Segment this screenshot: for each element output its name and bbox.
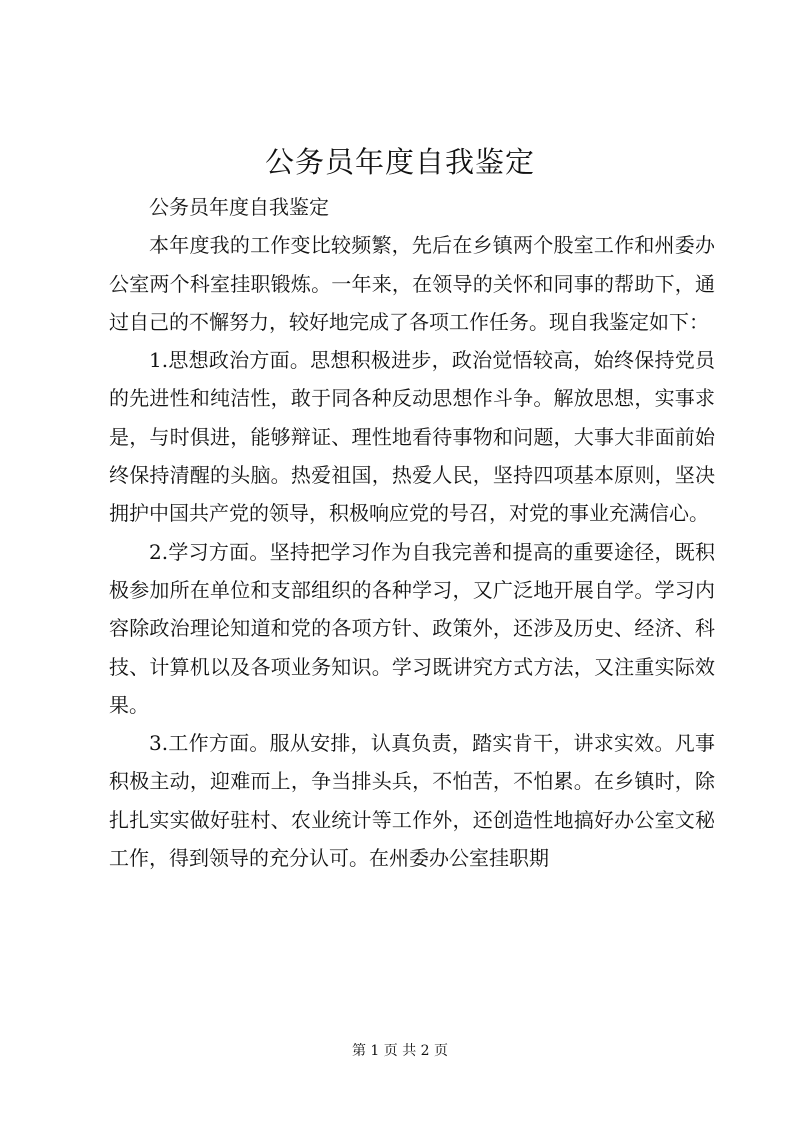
document-title: 公务员年度自我鉴定 [264, 145, 535, 179]
page-number-footer: 第 1 页 共 2 页 [351, 1043, 449, 1059]
study-section-paragraph: 2.学习方面。坚持把学习作为自我完善和提高的重要途径，既积极参加所在单位和支部组织的各种学习，又广泛地开展自学。学习内容除政治理论知道和党的各项方针、政策外，还涉及历史、经济、科技、计算机以及各项业务知识。学习既讲究方式方法，又注重实际效果。 [109, 539, 715, 717]
document-body [109, 188, 715, 877]
work-section-paragraph: 3.工作方面。服从安排，认真负责，踏实肯干，讲求实效。凡事积极主动，迎难而上，争当排头兵，不怕苦，不怕累。在乡镇时，除扎扎实实做好驻村、农业统计等工作外，还创造性地搞好办公室文秘工作，得到领导的充分认可。在州委办公室挂职期 [109, 731, 715, 871]
intro-paragraph: 本年度我的工作变比较频繁，先后在乡镇两个股室工作和州委办公室两个科室挂职锻炼。一年来，在领导的关怀和同事的帮助下，通过自己的不懈努力，较好地完成了各项工作任务。现自我鉴定如下： [109, 233, 715, 334]
body-subtitle-paragraph: 公务员年度自我鉴定 [149, 195, 329, 219]
political-section-paragraph: 1.思想政治方面。思想积极进步，政治觉悟较高，始终保持党员的先进性和纯洁性，敢于同各种反动思想作斗争。解放思想，实事求是，与时俱进，能够辩证、理性地看待事物和问题，大事大非面前始终保持清醒的头脑。热爱祖国，热爱人民，坚持四项基本原则，坚决拥护中国共产党的领导，积极响应党的号召，对党的事业充满信心。 [109, 348, 715, 526]
